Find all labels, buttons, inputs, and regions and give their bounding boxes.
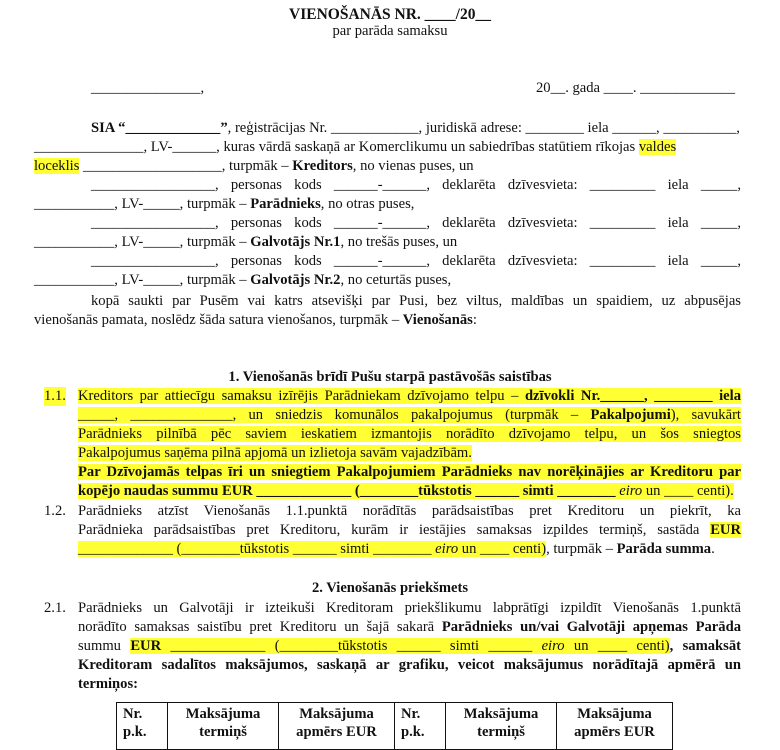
clause-1-1-line-2: _____, ______________, un sniedzis komunālos pakalpojumus (turpmāk – Pakalpojumi), savukārt <box>78 407 741 423</box>
clause-1-1-line-3: Parādnieks pilnībā pēc saviem ieskatiem izmantojis norādīto dzīvojamo telpu, un šos sniegtos <box>78 426 741 442</box>
clause-1-2-line-3: _____________ (________tūkstotis ______ simti ________ eiro un ____ centi), turpmāk – Parāda summa. <box>78 541 715 557</box>
creditor-company-name: SIA “_____________” <box>91 120 228 136</box>
clause-1-1-line-4: Pakalpojumus saņēma pilnā apjomā un izlietoja savām vajadzībām. <box>78 445 472 461</box>
guarantor2-person-line: _________________, personas kods ______-______, deklarēta dzīvesvieta: _________ iela _____, <box>91 253 741 269</box>
creditor-line-1: SIA “_____________”, reģistrācijas Nr. ____________, juridiskā adrese: ________ iela ______, __________, <box>91 120 740 136</box>
document-subtitle: par parāda samaksu <box>332 23 448 39</box>
clause-1-1-line-5: Par Dzīvojamās telpas īri un sniegtiem Pakalpojumiem Parādnieks nav norēķinājies ar Kreditoru par <box>78 464 741 480</box>
header-amount-2: Maksājuma apmērs EUR <box>557 703 673 750</box>
clause-2-1-line-5: termiņos: <box>78 676 138 692</box>
guarantor2-line: ___________, LV-_____, turpmāk – Galvotājs Nr.2, no ceturtās puses, <box>34 272 452 288</box>
guarantor1-line: ___________, LV-_____, turpmāk – Galvotājs Nr.1, no trešās puses, un <box>34 234 458 250</box>
document-title: VIENOŠANĀS NR. ____/20__ <box>289 6 491 23</box>
section2-heading: 2. Vienošanās priekšmets <box>311 580 469 596</box>
header-nr-1: Nr. p.k. <box>117 703 168 750</box>
date-field: 20__. gada ____. _____________ <box>536 80 736 96</box>
debtor-line: ___________, LV-_____, turpmāk – Parādnieks, no otras puses, <box>34 196 415 212</box>
section1-heading: 1. Vienošanās brīdī Pušu starpā pastāvošās saistības <box>228 369 552 385</box>
place-field: _______________, <box>91 80 205 96</box>
clause-2-1-line-2: norādīto samaksas saistību pret Kreditoru un šajā sakarā Parādnieks un/vai Galvotāji apņemas Parāda <box>78 619 741 635</box>
together-line-2: vienošanās pamata, noslēdz šāda satura vienošanos, turpmāk – Vienošanās: <box>34 312 477 328</box>
header-term-2: Maksājuma termiņš <box>446 703 557 750</box>
clause-1-2-number: 1.2. <box>44 503 66 519</box>
clause-2-1-line-1: Parādnieks un Galvotāji ir izteikuši Kreditoram priekšlikumu labprātīgi izpildīt Vienošanās 1.punktā <box>78 600 741 616</box>
clause-1-2-line-2: Parādnieka parādsaistības pret Kreditoru, kurām ir iestājies samaksas izpildes termiņš, sastāda EUR <box>78 522 741 538</box>
table-header-row <box>117 703 673 750</box>
clause-1-2-line-1: Parādnieks atzīst Vienošanās 1.1.punktā norādītās parādsaistības pret Kreditoru un piekrīt, ka <box>78 503 741 519</box>
clause-1-1-line-1: Kreditors par attiecīgu samaksu izīrējis Parādniekam dzīvojamo telpu – dzīvokli Nr.______, ________ iela <box>78 388 741 404</box>
clause-2-1-line-3: summu EUR _____________ (________tūkstotis ______ simti ______ eiro un ____ centi), samaksāt <box>78 638 741 654</box>
creditor-line-3: loceklis ___________________, turpmāk – Kreditors, no vienas puses, un <box>34 158 474 174</box>
header-nr-2: Nr. p.k. <box>395 703 446 750</box>
highlight-role-2: loceklis <box>34 158 80 174</box>
clause-1-1-line-6: kopējo naudas summu EUR _____________ (________tūkstotis ______ simti ________ eiro un ____ centi). <box>78 483 734 499</box>
payment-schedule-table <box>116 702 673 750</box>
header-term-1: Maksājuma termiņš <box>168 703 279 750</box>
creditor-line-2: _______________, LV-______, kuras vārdā saskaņā ar Komerclikumu un sabiedrības statūtiem rīkojas valdes <box>34 139 677 155</box>
clause-1-1-number: 1.1. <box>44 388 66 404</box>
clause-2-1-line-4: Kreditoram sadalītos maksājumos, saskaņā ar grafiku, veicot maksājumus norādītajā apmērā un <box>78 657 741 673</box>
guarantor1-person-line: _________________, personas kods ______-______, deklarēta dzīvesvieta: _________ iela _____, <box>91 215 741 231</box>
header-amount-1: Maksājuma apmērs EUR <box>279 703 395 750</box>
together-line-1: kopā saukti par Pusēm vai katrs atsevišķi par Pusi, bez viltus, maldības un spaidiem, uz abpusējas <box>91 293 741 309</box>
clause-2-1-number: 2.1. <box>44 600 66 616</box>
highlight-role-1: valdes <box>638 139 677 155</box>
debtor-person-line: _________________, personas kods ______-______, deklarēta dzīvesvieta: _________ iela _____, <box>91 177 741 193</box>
